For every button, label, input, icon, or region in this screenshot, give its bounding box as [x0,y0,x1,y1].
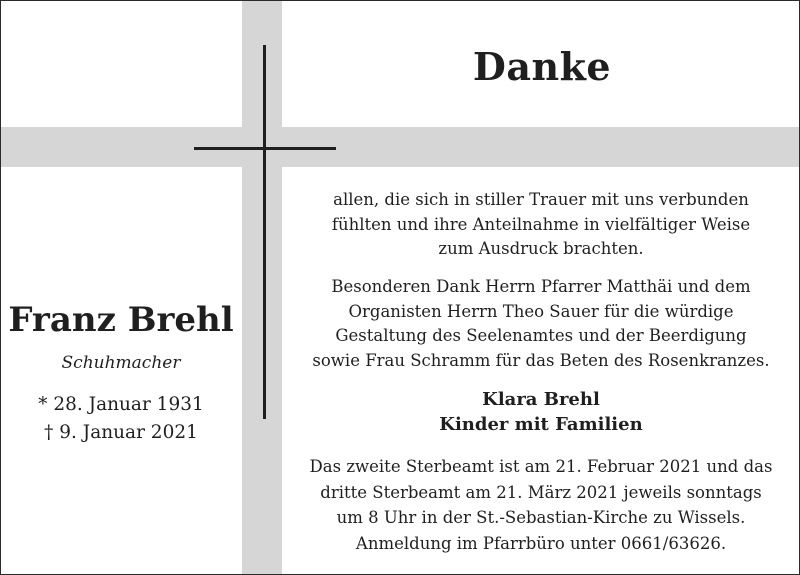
birth-date: * 28. Januar 1931 [38,394,204,415]
signer-name: Klara Brehl [482,389,600,410]
signer-family: Kinder mit Familien [439,414,643,435]
text-line: dritte Sterbeamt am 21. März 2021 jeweils sonntags [320,482,762,502]
text-line: Anmeldung im Pfarrbüro unter 0661/63626. [355,533,727,553]
text-line: Gestaltung des Seelenamtes und der Beerdigung [335,326,747,345]
text-line: sowie Frau Schramm für das Beten des Rosenkranzes. [312,350,770,370]
service-announcement [301,454,781,556]
page-title: Danke [472,44,612,89]
text-line: Das zweite Sterbeamt ist am 21. Februar 2021 und das [309,457,773,476]
text-line: Besonderen Dank Herrn Pfarrer Matthäi und dem [331,277,751,296]
special-thanks-paragraph [301,275,781,373]
cross-band-horizontal [1,127,799,167]
cross-band-vertical [242,1,282,574]
text-line: zum Ausdruck brachten. [438,239,644,258]
text-line: allen, die sich in stiller Trauer mit uns verbunden [333,190,749,209]
deceased-occupation: Schuhmacher [61,353,181,373]
text-line: fühlten und ihre Anteilnahme in vielfältiger Weise [331,214,751,234]
text-line: um 8 Uhr in der St.-Sebastian-Kirche zu Wissels. [336,508,746,527]
thanks-paragraph [301,188,781,262]
cross-icon-beam [194,147,336,150]
cross-icon [263,45,266,419]
text-line: Organisten Herrn Theo Sauer für die würdige [348,301,734,321]
deceased-name: Franz Brehl [8,300,234,340]
signature-block [301,387,781,437]
death-date: † 9. Januar 2021 [44,422,198,443]
